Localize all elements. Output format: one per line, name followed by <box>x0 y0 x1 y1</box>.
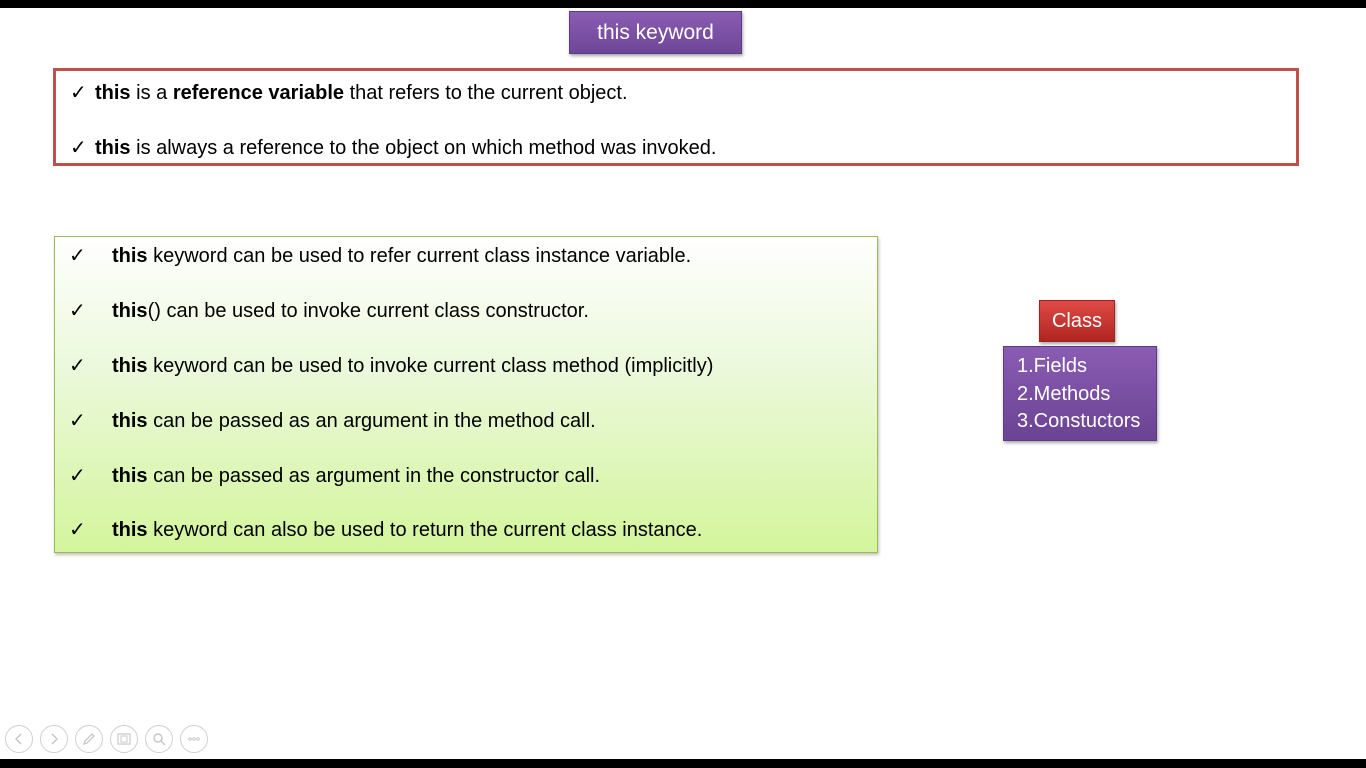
slide <box>0 8 1366 759</box>
keyword-this: this <box>112 465 148 487</box>
keyword-this: this <box>112 300 148 322</box>
list-item <box>69 243 691 268</box>
checkmark-icon: ✓ <box>69 355 86 377</box>
magnifier-icon <box>151 731 167 747</box>
keyword-this: this <box>112 245 148 267</box>
chevron-left-icon <box>12 732 26 746</box>
checkmark-icon: ✓ <box>69 410 86 432</box>
definition-text: is a <box>130 82 173 104</box>
list-item <box>69 463 600 488</box>
keyword-this: this <box>95 82 131 104</box>
pen-tool-button[interactable] <box>75 725 103 753</box>
reference-variable-term: reference variable <box>172 82 345 104</box>
list-item <box>69 353 713 378</box>
chevron-right-icon <box>47 732 61 746</box>
keyword-this: this <box>112 519 148 541</box>
list-item-text: can be passed as an argument in the method call. <box>147 410 596 432</box>
previous-slide-button[interactable] <box>5 725 33 753</box>
keyword-this: this <box>112 410 148 432</box>
pen-icon <box>81 731 97 747</box>
list-item-text: keyword can also be used to return the current class instance. <box>147 519 703 541</box>
definition-line-1 <box>70 80 628 105</box>
checkmark-icon: ✓ <box>69 245 86 267</box>
see-all-slides-button[interactable] <box>110 725 138 753</box>
checkmark-icon: ✓ <box>70 137 87 159</box>
class-members-box <box>1003 346 1157 441</box>
slides-grid-icon <box>116 731 132 747</box>
list-item-text: keyword can be used to refer current class instance variable. <box>147 245 692 267</box>
uses-list-box <box>54 236 878 553</box>
list-item-text: () can be used to invoke current class constructor. <box>147 300 589 322</box>
definition-line-2 <box>70 135 716 160</box>
zoom-button[interactable] <box>145 725 173 753</box>
list-item-text: can be passed as argument in the constructor call. <box>147 465 601 487</box>
keyword-this: this <box>95 137 131 159</box>
class-header: Class <box>1039 300 1115 342</box>
definition-text: is always a reference to the object on which method was invoked. <box>130 137 717 159</box>
list-item <box>69 298 589 323</box>
slide-title: this keyword <box>569 11 742 54</box>
next-slide-button[interactable] <box>40 725 68 753</box>
list-item <box>69 408 596 433</box>
slideshow-controls <box>5 725 208 755</box>
more-options-button[interactable] <box>180 725 208 753</box>
checkmark-icon: ✓ <box>70 82 87 104</box>
class-member-methods: 2.Methods <box>1017 382 1111 405</box>
definition-text: that refers to the current object. <box>344 82 628 104</box>
list-item <box>69 517 702 542</box>
list-item-text: keyword can be used to invoke current class method (implicitly) <box>147 355 714 377</box>
keyword-this: this <box>112 355 148 377</box>
ellipsis-icon <box>186 731 202 747</box>
class-member-constructors: 3.Constuctors <box>1017 410 1141 432</box>
checkmark-icon: ✓ <box>69 300 86 322</box>
checkmark-icon: ✓ <box>69 465 86 487</box>
checkmark-icon: ✓ <box>69 519 86 541</box>
class-member-fields: 1.Fields <box>1017 355 1088 377</box>
definition-box <box>53 68 1299 166</box>
